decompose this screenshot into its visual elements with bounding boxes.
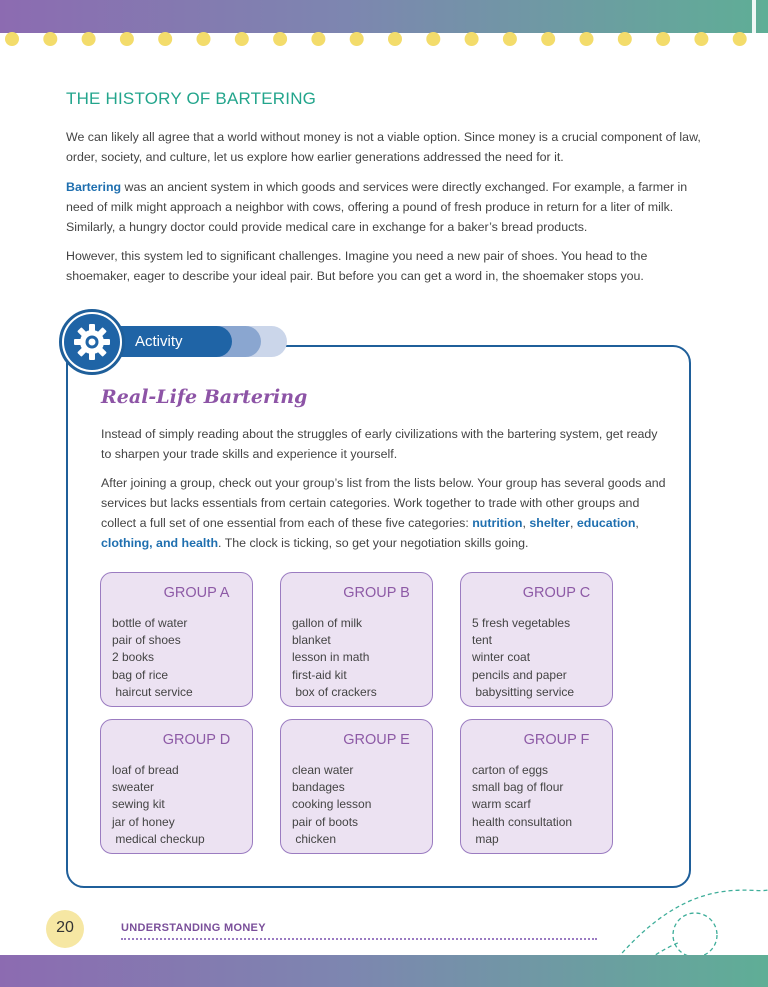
decorative-dot bbox=[656, 32, 670, 46]
decorative-dot bbox=[388, 32, 402, 46]
category-shelter: shelter bbox=[529, 516, 570, 530]
intro-paragraph-3: However, this system led to significant challenges. Imagine you need a new pair of shoes. You head to the shoemaker, eager to describe your ideal pair. But before you can get a word in, the shoemaker stops you. bbox=[66, 249, 648, 283]
list-item: tent bbox=[472, 633, 493, 648]
decorative-dot bbox=[580, 32, 594, 46]
intro-paragraph-1: We can likely all agree that a world without money is not a viable option. Since money is a crucial component of law, order, society, and culture, let us explore how earlier generations addressed the need for it. bbox=[66, 130, 701, 164]
list-item: chicken bbox=[292, 831, 337, 846]
decorative-dot bbox=[120, 32, 134, 46]
decorative-dot bbox=[235, 32, 249, 46]
group-card-c bbox=[460, 572, 613, 707]
group-item-list bbox=[292, 762, 371, 848]
list-item: box of crackers bbox=[292, 684, 377, 699]
list-item: warm scarf bbox=[472, 797, 531, 812]
list-item: blanket bbox=[292, 633, 331, 648]
group-card-title: GROUP B bbox=[343, 585, 410, 601]
bartering-term: Bartering bbox=[66, 180, 122, 194]
group-item-list bbox=[112, 762, 205, 848]
list-item: small bag of flour bbox=[472, 780, 564, 795]
group-card-d bbox=[100, 719, 253, 854]
decorative-dot bbox=[694, 32, 708, 46]
intro-paragraph-2 bbox=[66, 177, 702, 237]
list-item: clean water bbox=[292, 763, 354, 777]
decorative-dot bbox=[733, 32, 747, 46]
decorative-dot bbox=[5, 32, 19, 46]
list-item: pair of boots bbox=[292, 814, 359, 829]
activity-paragraph-2-text: After joining a group, check out your group’s list from the lists below. Your group has several goods and services but lacks essentials from certain categories. Work together to trade with other groups and collect a full set of one essential from each of these five categories: bbox=[101, 476, 666, 530]
group-card-title: GROUP D bbox=[162, 732, 231, 748]
intro-paragraph-2-text: was an ancient system in which goods and services were directly exchanged. For example, a farmer in need of milk might approach a neighbor with cows, offering a pound of fresh produce in return for a liter of milk. Similarly, a hungry doctor could provide medical care in exchange for a baker’s bread products. bbox=[66, 180, 688, 234]
list-item: loaf of bread bbox=[112, 763, 179, 777]
decorative-dot bbox=[503, 32, 517, 46]
activity-paragraph-2: After joining a group, check out your group’s list from the lists below. Your group has several goods and services but lacks essentials from certain categories. Work together to trade with other groups and collect a full set of one essential from each of these five categories: nutrition, shelter, education, clothing, and health. The clock is ticking, so get your negotiation skills going. bbox=[101, 476, 666, 550]
list-item: map bbox=[472, 831, 499, 846]
decorative-dot bbox=[273, 32, 287, 46]
list-item: winter coat bbox=[472, 650, 531, 665]
list-item: health consultation bbox=[472, 814, 573, 829]
decorative-dot-row bbox=[0, 28, 768, 50]
decorative-dot bbox=[350, 32, 364, 46]
group-item-list bbox=[112, 615, 193, 701]
group-card-e bbox=[280, 719, 433, 854]
list-item: sewing kit bbox=[112, 797, 165, 812]
decorative-dot bbox=[465, 32, 479, 46]
page-number: 20 bbox=[56, 919, 74, 936]
list-item: bandages bbox=[292, 780, 345, 795]
section-title: THE HISTORY OF BARTERING bbox=[66, 89, 317, 108]
decorative-dot bbox=[618, 32, 632, 46]
category-nutrition: nutrition bbox=[472, 516, 523, 530]
list-item: haircut service bbox=[112, 684, 193, 699]
list-item: 2 books bbox=[112, 650, 155, 665]
list-item: bag of rice bbox=[112, 667, 169, 682]
group-item-list bbox=[472, 615, 574, 701]
decorative-dot bbox=[197, 32, 211, 46]
list-item: pencils and paper bbox=[472, 667, 567, 682]
list-item: cooking lesson bbox=[292, 797, 372, 812]
group-card-b bbox=[280, 572, 433, 707]
list-item: bottle of water bbox=[112, 616, 188, 630]
gear-icon bbox=[64, 314, 120, 370]
list-item: sweater bbox=[112, 780, 155, 795]
category-clothing-health: clothing, and health bbox=[101, 536, 219, 550]
activity-title: Real-Life Bartering bbox=[101, 386, 308, 408]
category-education: education bbox=[576, 516, 636, 530]
list-item: jar of honey bbox=[112, 814, 175, 829]
list-item: lesson in math bbox=[292, 650, 370, 665]
list-item: babysitting service bbox=[472, 684, 575, 699]
list-item: first-aid kit bbox=[292, 667, 347, 682]
decorative-dot bbox=[82, 32, 96, 46]
list-item: pair of shoes bbox=[112, 633, 181, 648]
list-item: carton of eggs bbox=[472, 763, 549, 777]
running-footer-title: UNDERSTANDING MONEY bbox=[121, 922, 266, 934]
decorative-dot bbox=[43, 32, 57, 46]
list-item: gallon of milk bbox=[292, 616, 363, 630]
group-card-a bbox=[100, 572, 253, 707]
decorative-dot bbox=[541, 32, 555, 46]
activity-paragraph-1: Instead of simply reading about the struggles of early civilizations with the bartering system, get ready to sharpen your trade skills and experience it yourself. bbox=[101, 427, 658, 461]
group-card-f bbox=[460, 719, 613, 854]
activity-banner-label: Activity bbox=[135, 333, 183, 350]
decorative-dot bbox=[426, 32, 440, 46]
decorative-dot bbox=[158, 32, 172, 46]
group-item-list bbox=[472, 762, 572, 848]
group-card-title: GROUP E bbox=[343, 732, 410, 748]
decorative-dot bbox=[311, 32, 325, 46]
group-card-title: GROUP F bbox=[523, 732, 590, 748]
footer-dotted-rule bbox=[121, 938, 597, 940]
list-item: 5 fresh vegetables bbox=[472, 616, 571, 630]
group-card-title: GROUP C bbox=[522, 585, 591, 601]
list-item: medical checkup bbox=[112, 831, 205, 846]
activity-paragraph-2-end: . The clock is ticking, so get your negotiation skills going. bbox=[218, 536, 529, 550]
group-card-title: GROUP A bbox=[163, 585, 230, 601]
bottom-color-band bbox=[0, 955, 768, 987]
group-item-list bbox=[292, 615, 377, 701]
